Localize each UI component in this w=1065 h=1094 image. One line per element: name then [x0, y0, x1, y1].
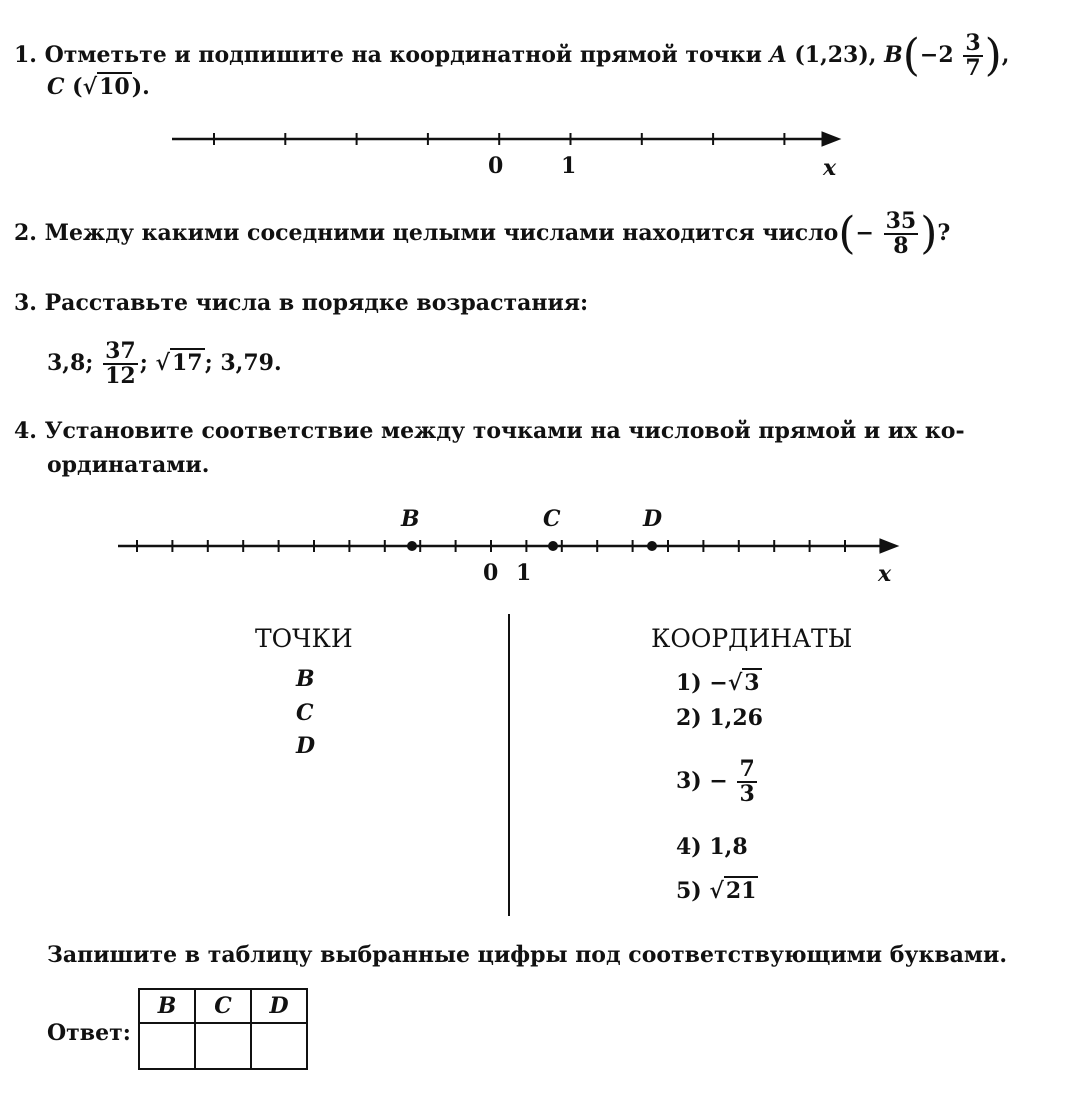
- coords-header: КООРДИНАТЫ: [651, 624, 853, 653]
- answer-header-c: C: [195, 989, 251, 1023]
- coord-option-5-sqrt: √21: [709, 878, 757, 904]
- task3-sqrt: √17: [155, 350, 203, 377]
- task3-text: Расставьте числа в порядке возрастания:: [44, 290, 589, 316]
- task1-one-label: 1: [561, 153, 577, 179]
- fraction-numerator: 37: [105, 338, 136, 364]
- coord-option-1-prefix: 1) −: [676, 670, 728, 696]
- task4-line1: [14, 418, 965, 444]
- coord-option-3: [676, 758, 759, 806]
- task1-line2: C (√10).: [47, 74, 150, 100]
- task4-number-line: [0, 530, 1065, 570]
- task4-label-b: B: [401, 506, 420, 532]
- task1-point-b-fraction: [963, 32, 982, 80]
- coord-option-1-sqrt: √3: [727, 670, 760, 696]
- task1-number: 1.: [14, 42, 37, 69]
- axis-arrow: [880, 539, 898, 553]
- task1-point-b: B: [884, 42, 903, 69]
- task1-sqrt: √10: [82, 74, 130, 100]
- task1-line1: 1. Отметьте и подпишите на координатной прямой точки A (1,23), B(−2 $\frac{3}{7}$ ),: [14, 30, 1010, 82]
- task2-fraction: [884, 210, 919, 258]
- fraction-numerator: 3: [965, 30, 981, 56]
- task4-one-label: 1: [516, 560, 532, 586]
- fraction-numerator: 7: [739, 756, 755, 782]
- points-header: ТОЧКИ: [255, 624, 353, 653]
- task1-number-line: [0, 120, 1065, 180]
- point-c-dot: [548, 541, 558, 551]
- task1-point-c: C: [47, 74, 65, 100]
- task1-point-b-whole: −2: [919, 42, 954, 69]
- axis-arrow: [822, 132, 840, 146]
- paren-close: ): [984, 30, 1002, 82]
- task3-separator: ;: [139, 350, 148, 377]
- answer-header-d: D: [251, 989, 307, 1023]
- column-divider: [508, 614, 510, 916]
- task2-number: 2.: [14, 220, 37, 247]
- task4-number: 4.: [14, 418, 37, 444]
- point-d-dot: [647, 541, 657, 551]
- answer-header-b: B: [139, 989, 195, 1023]
- task4-zero-label: 0: [483, 560, 499, 586]
- radicand: 17: [171, 350, 203, 377]
- task2-text: Между какими соседними целыми числами находится число: [44, 220, 839, 247]
- point-b-dot: [407, 541, 417, 551]
- task4-text-line2: ординатами.: [47, 452, 210, 478]
- coord-option-5: [676, 878, 758, 904]
- answer-label: Ответ:: [47, 1020, 131, 1046]
- task4-label-d: D: [643, 506, 663, 532]
- point-item-d: D: [296, 733, 316, 759]
- task1-point-a: A: [769, 42, 787, 69]
- task4-text-line1: Установите соответствие между точками на числовой прямой и их ко-: [44, 418, 965, 444]
- answer-cell-c[interactable]: [195, 1023, 251, 1069]
- task4-instruction: Запишите в таблицу выбранные цифры под соответствующими буквами.: [47, 942, 1008, 968]
- task1-x-label: x: [823, 155, 837, 181]
- fraction-denominator: 8: [893, 233, 909, 260]
- task3-title: [14, 290, 588, 316]
- paren-open: (: [902, 30, 920, 82]
- task1-text: Отметьте и подпишите на координатной прямой точки: [44, 42, 762, 69]
- task1-point-a-coord: (1,23),: [794, 42, 877, 69]
- answer-cell-d[interactable]: [251, 1023, 307, 1069]
- task2-sign: −: [855, 220, 874, 247]
- task3-numbers: [47, 340, 282, 388]
- paren-open: (: [838, 208, 856, 260]
- fraction-numerator: 35: [885, 208, 917, 234]
- answer-cell-b[interactable]: [139, 1023, 195, 1069]
- task4-label-c: C: [543, 506, 561, 532]
- radicand: 3: [744, 670, 760, 696]
- fraction-denominator: 7: [965, 55, 981, 82]
- fraction-denominator: 12: [105, 363, 136, 390]
- task3-value-4: ; 3,79.: [204, 350, 282, 377]
- task4-x-label: x: [878, 561, 892, 587]
- coord-option-3-prefix: 3) −: [676, 768, 728, 795]
- task3-number: 3.: [14, 290, 37, 316]
- coord-option-5-prefix: 5): [676, 878, 702, 904]
- coord-option-2: 2) 1,26: [676, 705, 763, 731]
- task3-fraction: [103, 340, 138, 388]
- coord-option-3-fraction: [737, 758, 756, 806]
- point-item-b: B: [296, 666, 315, 692]
- radicand: 21: [725, 878, 757, 904]
- paren-close: ): [920, 208, 938, 260]
- radicand: 10: [99, 74, 130, 100]
- task2: [14, 210, 950, 258]
- task1-zero-label: 0: [488, 153, 504, 179]
- answer-table: [138, 988, 308, 1070]
- coord-option-4: 4) 1,8: [676, 834, 748, 860]
- fraction-denominator: 3: [739, 781, 755, 808]
- coord-option-1: [676, 670, 762, 696]
- point-item-c: C: [296, 700, 314, 726]
- task3-value-1: 3,8;: [47, 350, 94, 377]
- task2-question-mark: ?: [937, 220, 951, 247]
